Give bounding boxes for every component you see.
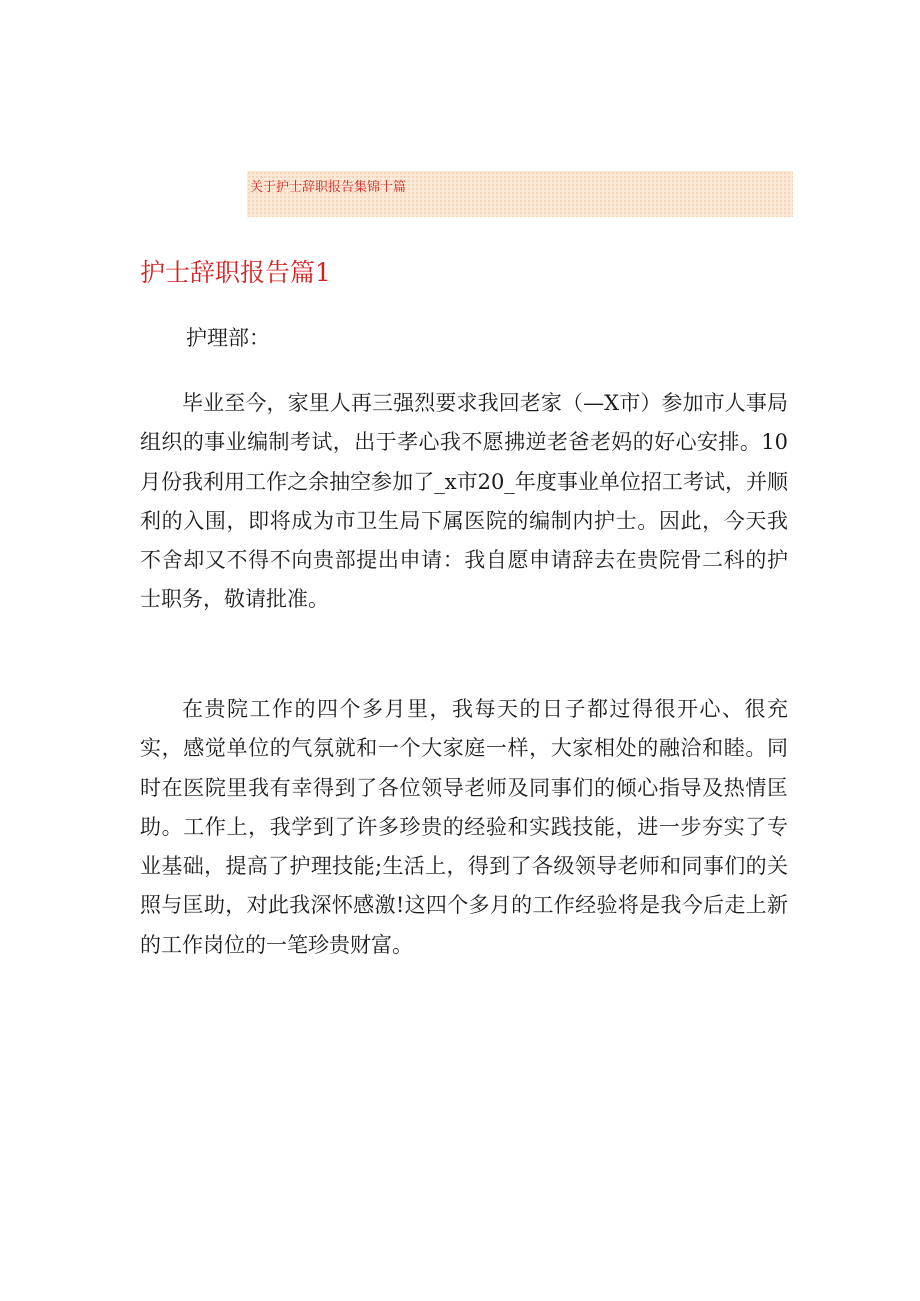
body-paragraph: 在贵院工作的四个多月里，我每天的日子都过得很开心、很充实，感觉单位的气氛就和一个大家庭一样，大家相处的融洽和睦。同时在医院里我有幸得到了各位领导老师及同事们的倾心指导及热情匡助。工作上，我学到了许多珍贵的经验和实践技能，进一步夯实了专业基础，提高了护理技能;生活上，得到了各级领导老师和同事们的关照与匡助，对此我深怀感激!这四个多月的工作经验将是我今后走上新的工作岗位的一笔珍贵财富。 [140, 697, 788, 957]
body-paragraph: 毕业至今，家里人再三强烈要求我回老家（—X市）参加市人事局组织的事业编制考试，出于孝心我不愿拂逆老爸老妈的好心安排。10月份我利用工作之余抽空参加了_x市20_年度事业单位招工考试，并顺利的入围，即将成为市卫生局下属医院的编制内护士。因此，今天我不舍却又不得不向贵部提出申请：我自愿申请辞去在贵院骨二科的护士职务，敬请批准。 [140, 391, 788, 612]
banner-title: 关于护士辞职报告集锦十篇 [250, 180, 407, 195]
title-banner [247, 171, 793, 217]
salutation: 护理部： [186, 326, 270, 350]
section-heading: 护士辞职报告篇1 [140, 258, 331, 287]
